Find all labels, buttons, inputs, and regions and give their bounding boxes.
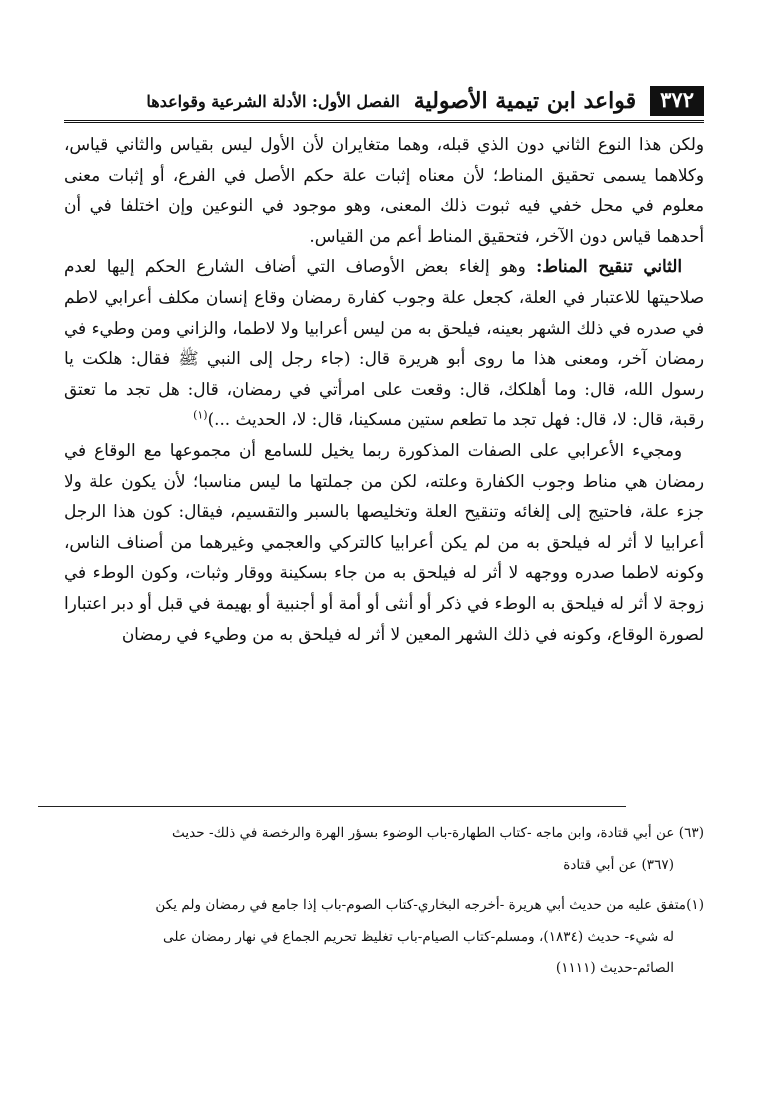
footnote-1-line: (١)متفق عليه من حديث أبي هريرة -أخرجه البخاري-كتاب الصوم-باب إذا جامع في رمضان ولم يكن: [155, 897, 704, 913]
text-line: تجد ما تعتق رقبة، قال: لا، قال: فهل تجد ما تطعم ستين مسكينا، قال: لا، الحديث ...): [64, 378, 704, 430]
term-heading: الثاني تنقيح المناط:: [536, 256, 682, 277]
text-line: اعتبارا لصورة الوقاع، وكونه في ذلك الشهر المعين لا أثر له فيلحق به من وطيء في رمضان: [64, 592, 704, 644]
main-text: [64, 129, 704, 649]
book-title: قواعد ابن تيمية الأصولية: [413, 88, 637, 114]
footnote-63-line: (٣٦٧) عن أبي قتادة: [563, 856, 674, 873]
text-line: علة، فاحتيج إلى إلغائه وتنقيح العلة وتخليصها بالسبر والتقسيم، فيقال: كون هذا الرجل: [64, 501, 670, 522]
text-line: معلوم في محل خفي فيه ثبوت ذلك المعنى، وهو موجود في النوعين وإن اختلفا في أن أحدهما: [64, 195, 704, 246]
text-line: قياس دون الآخر، فتحقيق المناط أعم من القياس.: [309, 225, 652, 246]
page-number: ٣٧٢: [650, 86, 704, 116]
text-line: وكونه لاطما صدره ووجهه لا أثر له فيلحق به من جاء بسكينة ووقار وثبات، وكون الوطء: [92, 562, 704, 583]
footnotes: [64, 818, 704, 985]
footnote-marker[interactable]: (١): [193, 408, 208, 422]
footnote-1-line: الصائم-حديث (١١١١): [555, 960, 674, 976]
footnote-63-line: (٦٣) عن أبي قتادة، وابن ماجه -كتاب الطهارة-باب الوضوء بسؤر الهرة والرخصة في ذلك- حديث: [172, 825, 704, 841]
paragraph-3: [64, 435, 704, 649]
header-divider: [64, 120, 704, 123]
footnote-1-line: له شيء- حديث (١٨٣٤)، ومسلم-كتاب الصيام-باب تغليظ تحريم الجماع في نهار رمضان على: [162, 928, 674, 945]
paragraph-2: [64, 251, 704, 435]
text-line: أعرابيا لا أثر له فيلحق به من لم يكن أعرابيا كالتركي والعجمي وغيرهما من أصناف الناس،: [64, 531, 704, 552]
text-line: ومجيء الأعرابي على الصفات المذكورة ربما يخيل للسامع أن مجموعها مع الوقاع في رمضان: [64, 439, 704, 491]
text-line: وهو إلغاء بعض الأوصاف التي أضاف الشارع الحكم إليها لعدم: [64, 256, 526, 277]
text-line: وكلاهما يسمى تحقيق المناط؛ لأن معناه إثبات علة حكم الأصل في الفرع، أو إثبات معنى: [64, 164, 704, 185]
page-header: [64, 84, 704, 118]
text-line: لاطم في صدره في ذلك الشهر بعينه، فيلحق به من ليس أعرابيا ولا لاطما، والزاني ومن: [64, 286, 704, 338]
text-line: ولكن هذا النوع الثاني دون الذي قبله، وهما متغايران لأن الأول ليس بقياس والثاني قياس،: [64, 134, 704, 154]
text-line: في زوجة لا أثر له فيلحق به الوطء في ذكر أو أنثى أو أمة أو أجنبية أو بهيمة في قبل أو دبر: [64, 562, 704, 613]
text-line: صلاحيتها للاعتبار في العلة، كجعل علة وجوب كفارة رمضان وقاع إنسان مكلف أعرابي: [104, 286, 704, 307]
text-line: هلكت يا رسول الله، قال: وما أهلكك، قال: وقعت على امرأتي في رمضان، قال: هل: [64, 348, 704, 399]
text-line: وطيء في رمضان آخر، ومعنى هذا ما روى أبو هريرة قال: (جاء رجل إلى النبي ﷺ فقال:: [64, 317, 704, 369]
footnote-divider: [38, 806, 626, 807]
text-line: هي مناط وجوب الكفارة وعلته، لكن من جملتها ما ليس مناسبا؛ لأن يكون علة ولا جزء: [64, 470, 704, 522]
section-title: الفصل الأول: الأدلة الشرعية وقواعدها: [146, 91, 400, 111]
paragraph-1: [64, 129, 704, 251]
